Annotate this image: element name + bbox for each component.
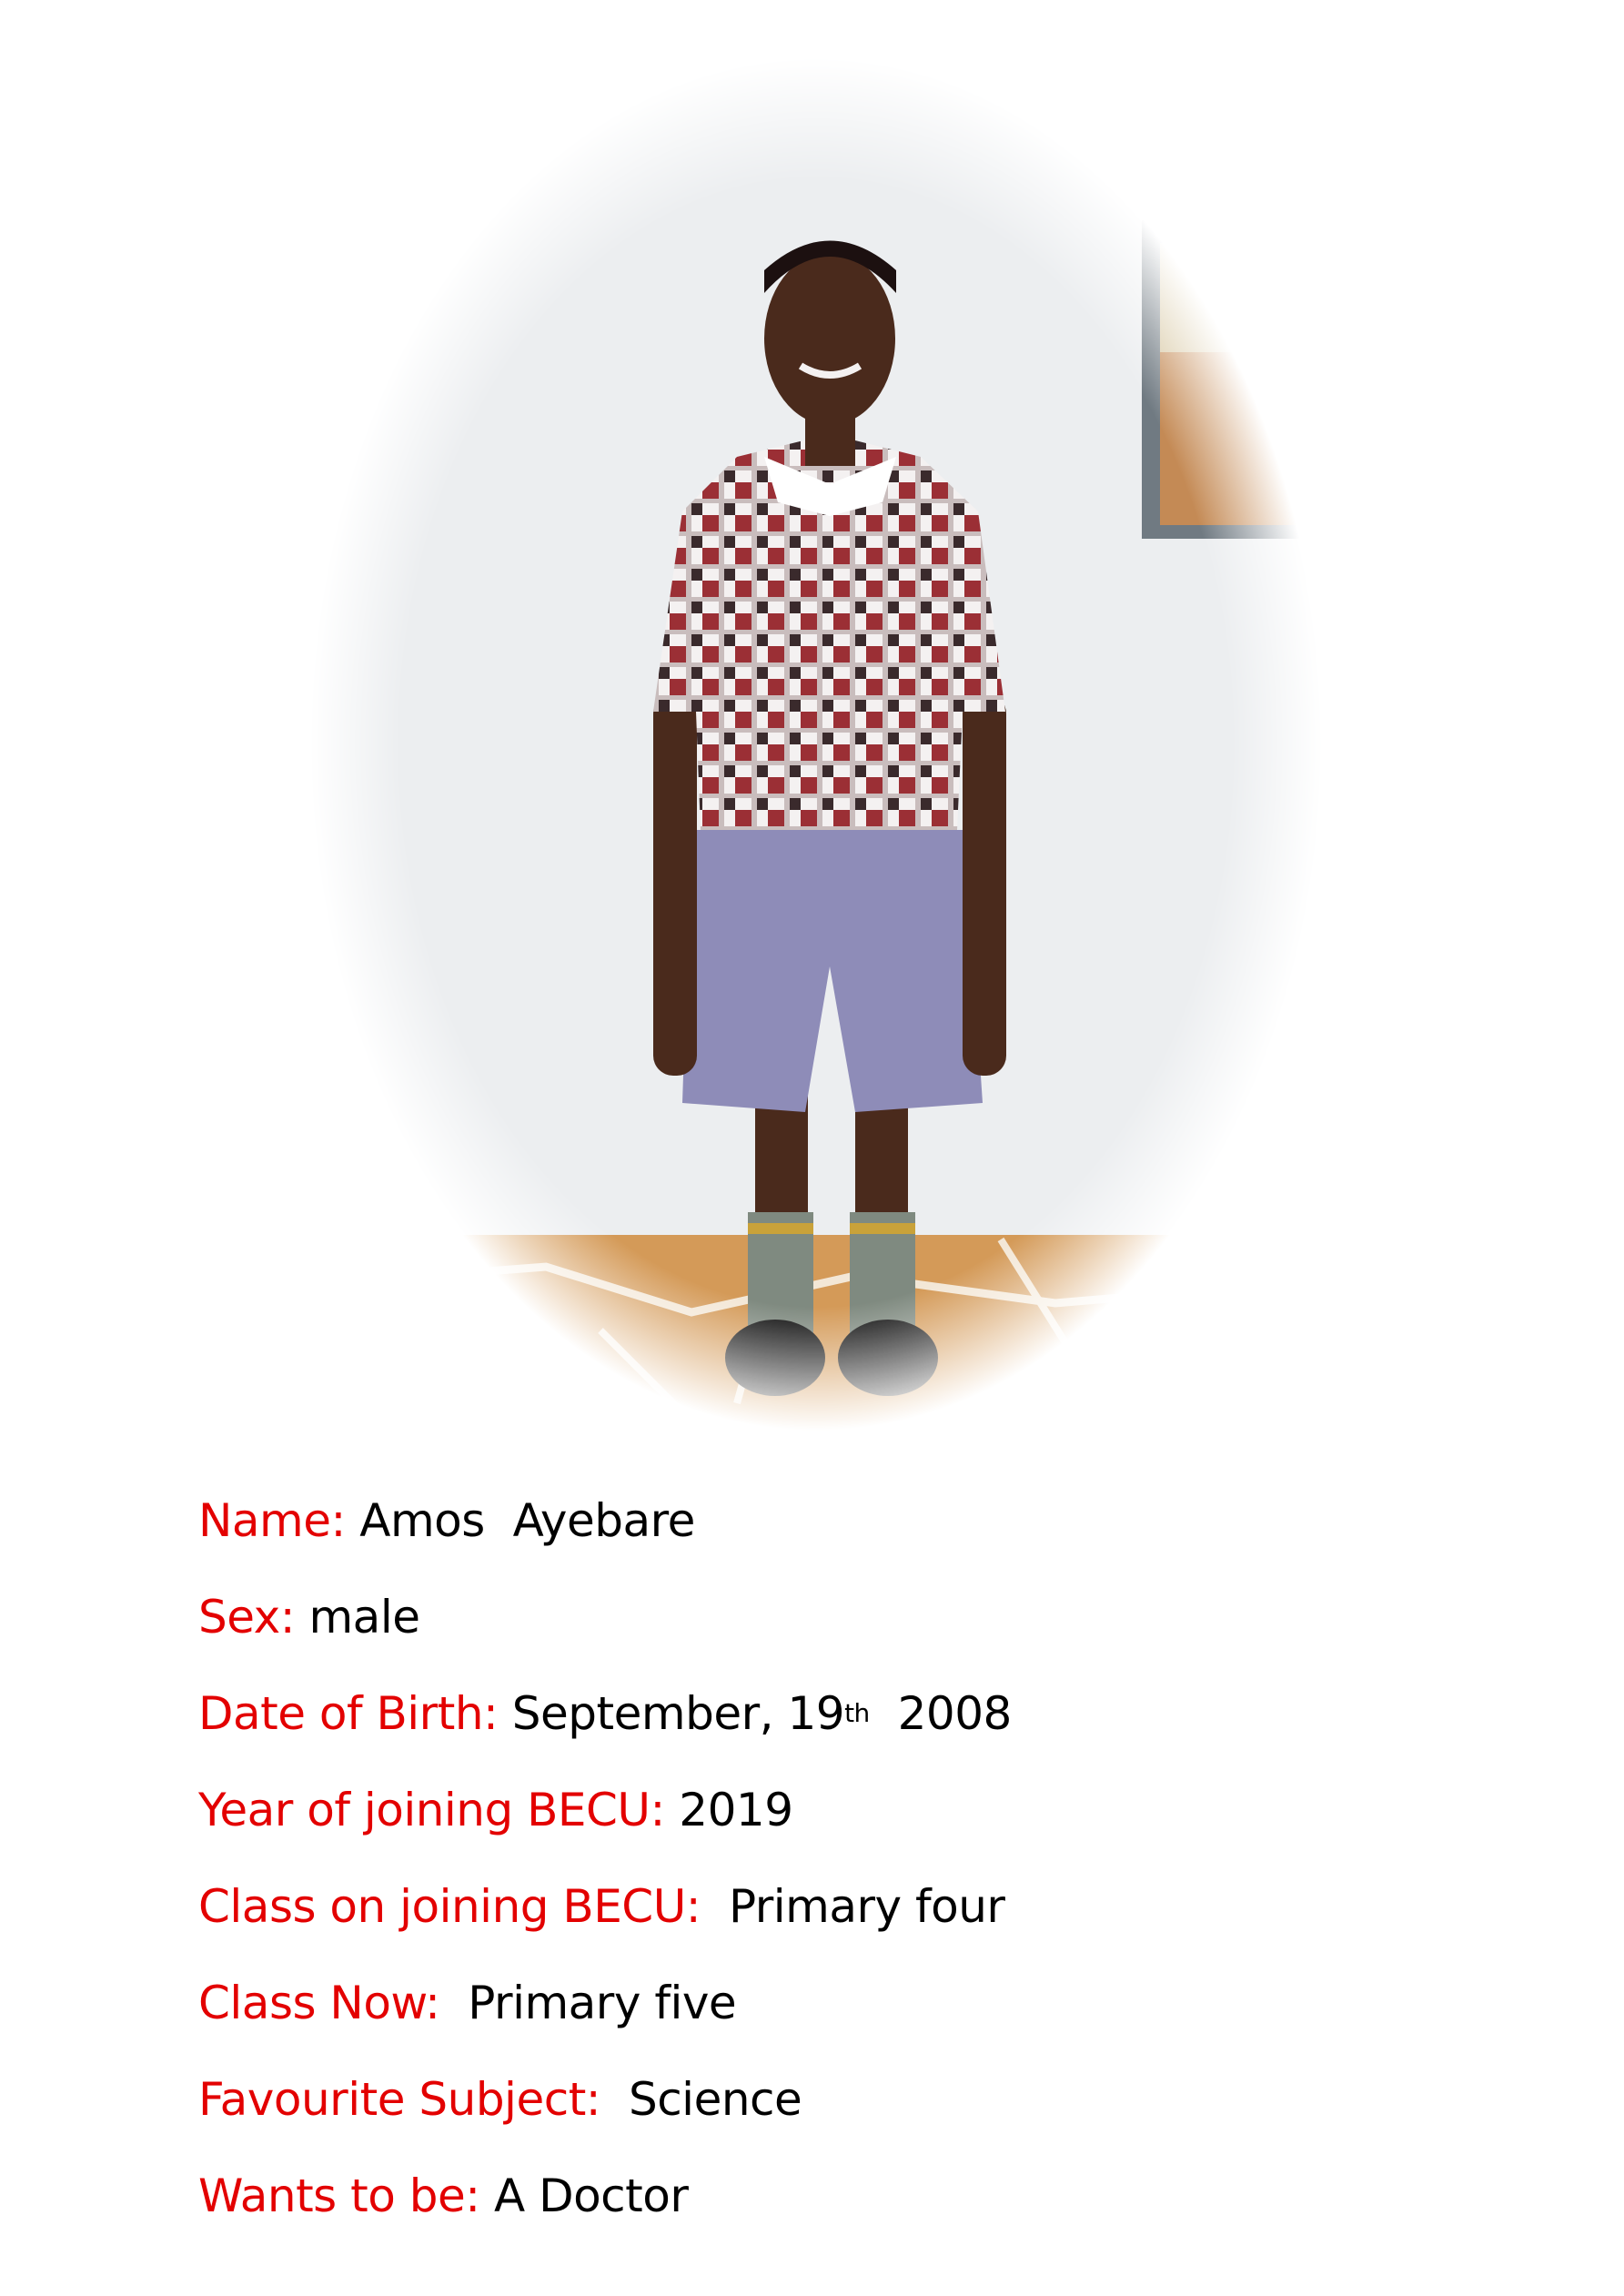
class-on-joining-value: Primary four [728,1880,1005,1933]
student-details [198,1472,1472,2244]
year-of-joining-row [198,1762,1472,1858]
sex-label: Sex: [198,1591,296,1644]
date-of-birth-value-prefix: September, 19 [511,1687,845,1740]
class-now-row [198,1955,1472,2051]
wants-to-be-value: A Doctor [493,2170,689,2222]
sex-row [198,1569,1472,1665]
wants-to-be-row [198,2148,1472,2244]
date-of-birth-label: Date of Birth: [198,1687,499,1740]
name-label: Name: [198,1494,346,1547]
year-of-joining-label: Year of joining BECU: [198,1784,665,1836]
student-photo [309,56,1324,1431]
name-row [198,1472,1472,1569]
favourite-subject-row [198,2051,1472,2148]
sex-value: male [308,1591,420,1644]
class-on-joining-row [198,1858,1472,1955]
date-of-birth-value-suffix: 2008 [869,1687,1012,1740]
name-value: Amos Ayebare [359,1494,695,1547]
student-photo-image [309,56,1324,1431]
year-of-joining-value: 2019 [679,1784,793,1836]
class-on-joining-label: Class on joining BECU: [198,1880,701,1933]
date-of-birth-row: Date of Birth: September, 19 th 2008 [198,1687,1012,1740]
class-now-label: Class Now: [198,1977,440,2029]
favourite-subject-value: Science [628,2073,802,2126]
favourite-subject-label: Favourite Subject: [198,2073,601,2126]
wants-to-be-label: Wants to be: [198,2170,480,2222]
class-now-value: Primary five [468,1977,737,2029]
